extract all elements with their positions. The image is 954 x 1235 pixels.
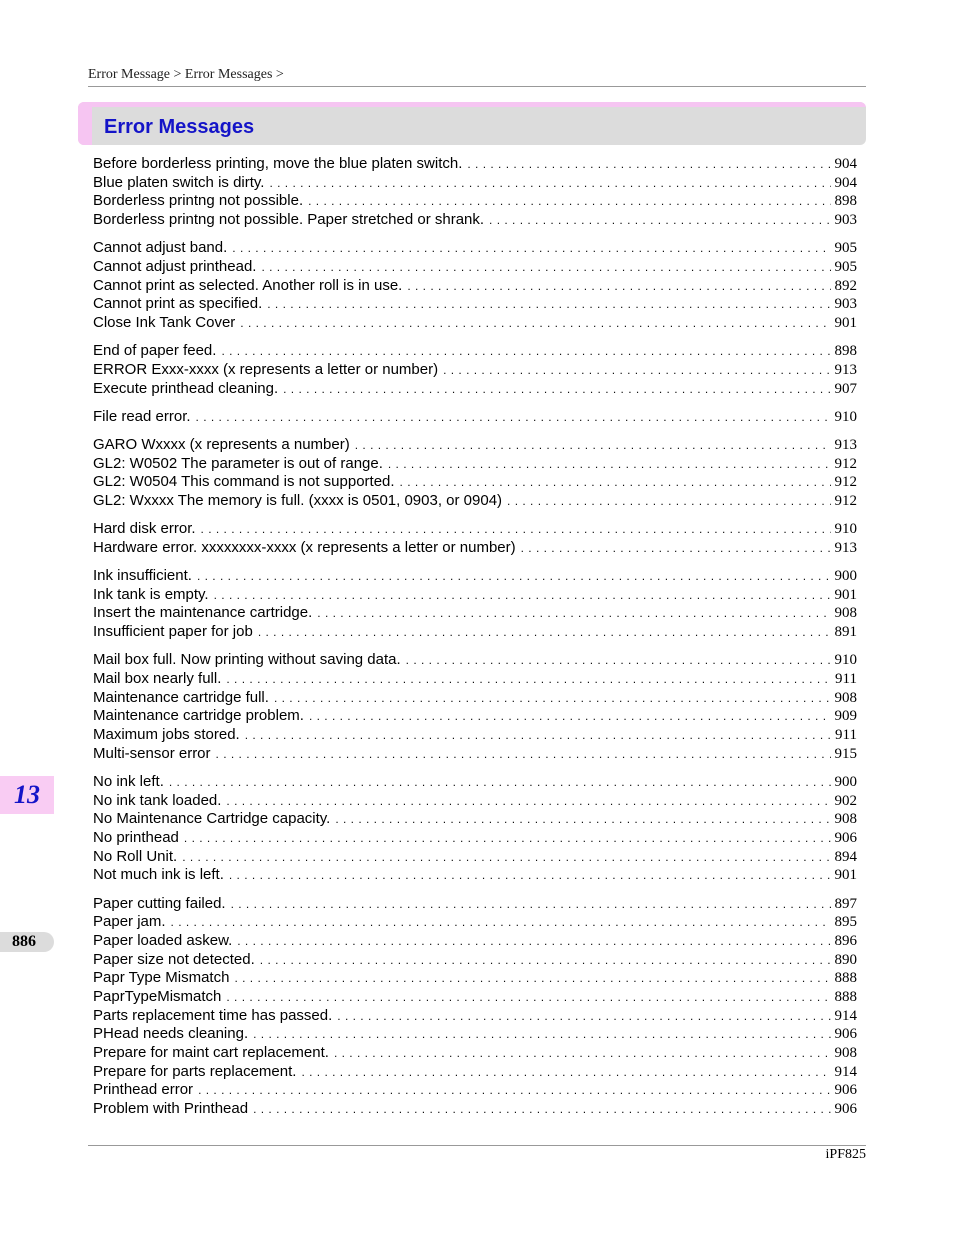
- index-entry[interactable]: [93, 1100, 857, 1119]
- entry-page-number[interactable]: 892: [834, 277, 857, 294]
- entry-title[interactable]: No ink tank loaded.: [93, 791, 222, 809]
- entry-title[interactable]: Paper size not detected.: [93, 950, 255, 968]
- entry-title[interactable]: Maintenance cartridge full.: [93, 688, 269, 706]
- dot-leader: [258, 623, 831, 642]
- entry-page-number[interactable]: 905: [834, 258, 857, 275]
- dot-leader: [337, 1007, 830, 1026]
- entry-page-number[interactable]: 910: [834, 652, 857, 669]
- index-entry[interactable]: [93, 277, 857, 296]
- entry-title[interactable]: GL2: Wxxxx The memory is full. (xxxx is 0501, 0903, or 0904): [93, 492, 503, 509]
- index-entry[interactable]: [93, 174, 857, 193]
- dot-leader: [234, 969, 830, 988]
- dot-leader: [216, 745, 831, 764]
- index-entry[interactable]: [93, 773, 857, 792]
- index-entry[interactable]: [93, 913, 857, 932]
- header-divider: [88, 86, 866, 87]
- chapter-tab[interactable]: [0, 776, 54, 814]
- entry-page-number[interactable]: 904: [834, 156, 857, 172]
- dot-leader: [269, 174, 830, 193]
- entry-page-number[interactable]: 907: [834, 380, 857, 397]
- dot-leader: [231, 895, 831, 914]
- entry-title[interactable]: Hard disk error.: [93, 520, 196, 538]
- entry-title[interactable]: No Maintenance Cartridge capacity.: [93, 810, 331, 828]
- entry-page-number[interactable]: 912: [834, 455, 857, 472]
- index-entry[interactable]: [93, 492, 857, 511]
- dot-leader: [467, 155, 830, 174]
- index-entry[interactable]: [93, 623, 857, 642]
- index-entry[interactable]: [93, 895, 857, 914]
- index-entry[interactable]: [93, 239, 857, 258]
- index-group: [93, 408, 857, 427]
- index-entry[interactable]: [93, 848, 857, 867]
- dot-leader: [335, 810, 830, 829]
- entry-page-number[interactable]: 912: [834, 493, 857, 509]
- section-heading-bar: [78, 102, 866, 145]
- dot-leader: [400, 473, 831, 492]
- entry-title[interactable]: Multi-sensor error: [93, 744, 211, 762]
- index-entry[interactable]: [93, 745, 857, 764]
- dot-leader: [182, 848, 830, 867]
- index-entry[interactable]: [93, 520, 857, 539]
- dot-leader: [267, 295, 830, 314]
- index-entry[interactable]: [93, 567, 857, 586]
- entry-page-number[interactable]: 913: [834, 436, 857, 453]
- entry-title[interactable]: Hardware error. xxxxxxxx-xxxx (x represents a letter or number): [93, 538, 516, 556]
- chapter-number: 13: [14, 780, 40, 809]
- entry-title[interactable]: Insufficient paper for job: [93, 623, 253, 641]
- entry-page-number[interactable]: 906: [834, 830, 857, 846]
- entry-page-number[interactable]: 888: [834, 989, 857, 1005]
- index-group: [93, 651, 857, 763]
- index-entry[interactable]: [93, 707, 857, 726]
- dot-leader: [226, 988, 830, 1007]
- index-entry[interactable]: [93, 436, 857, 455]
- index-group: [93, 436, 857, 511]
- entry-title[interactable]: Execute printhead cleaning.: [93, 379, 279, 397]
- index-entry[interactable]: [93, 361, 857, 380]
- dot-leader: [253, 1100, 830, 1119]
- entry-title[interactable]: GL2: W0504 This command is not supported.: [93, 473, 395, 491]
- entry-page-number[interactable]: 910: [834, 408, 857, 425]
- dot-leader: [245, 726, 831, 745]
- dot-leader: [226, 792, 830, 811]
- index-entry[interactable]: [93, 539, 857, 558]
- dot-leader: [184, 829, 831, 848]
- dot-leader: [260, 951, 831, 970]
- entry-page-number[interactable]: 904: [834, 174, 857, 191]
- dot-leader: [196, 408, 831, 427]
- index-entry[interactable]: [93, 314, 857, 333]
- entry-title[interactable]: Cannot print as selected. Another roll is in use.: [93, 276, 403, 294]
- entry-page-number[interactable]: 912: [834, 474, 857, 491]
- entry-page-number[interactable]: 901: [834, 315, 857, 331]
- dot-leader: [253, 1025, 830, 1044]
- dot-leader: [355, 436, 831, 455]
- dot-leader: [261, 258, 830, 277]
- index-entry[interactable]: [93, 689, 857, 708]
- index-entry[interactable]: [93, 1063, 857, 1082]
- entry-page-number[interactable]: 900: [834, 568, 857, 585]
- dot-leader: [197, 567, 831, 586]
- entry-page-number[interactable]: 891: [834, 624, 857, 641]
- entry-page-number[interactable]: 910: [834, 521, 857, 538]
- entry-title[interactable]: End of paper feed.: [93, 342, 217, 360]
- index-entry[interactable]: [93, 455, 857, 474]
- index-entry[interactable]: [93, 1044, 857, 1063]
- model-name: iPF825: [825, 1147, 866, 1162]
- index-entry[interactable]: [93, 829, 857, 848]
- index-entry[interactable]: [93, 295, 857, 314]
- entry-title[interactable]: Prepare for parts replacement.: [93, 1062, 297, 1080]
- dot-leader: [237, 932, 830, 951]
- entry-page-number[interactable]: 911: [835, 727, 857, 744]
- entry-page-number[interactable]: 908: [834, 811, 857, 828]
- index-entry[interactable]: [93, 969, 857, 988]
- dot-leader: [201, 520, 831, 539]
- entry-title[interactable]: No ink left.: [93, 772, 164, 790]
- entry-page-number[interactable]: 911: [835, 671, 857, 687]
- entry-page-number[interactable]: 913: [834, 539, 857, 556]
- index-entry[interactable]: [93, 951, 857, 970]
- dot-leader: [274, 689, 831, 708]
- entry-page-number[interactable]: 901: [834, 867, 857, 884]
- index-entry[interactable]: [93, 211, 857, 230]
- index-entry[interactable]: [93, 342, 857, 361]
- index-group: [93, 567, 857, 642]
- dot-leader: [521, 539, 831, 558]
- index-entry[interactable]: [93, 192, 857, 211]
- index-entry[interactable]: [93, 604, 857, 623]
- entry-page-number[interactable]: 914: [834, 1007, 857, 1024]
- entry-title[interactable]: Parts replacement time has passed.: [93, 1006, 333, 1024]
- entry-page-number[interactable]: 905: [834, 240, 857, 257]
- entry-page-number[interactable]: 900: [834, 773, 857, 790]
- entry-page-number[interactable]: 906: [834, 1101, 857, 1118]
- entry-title[interactable]: Paper loaded askew.: [93, 931, 233, 949]
- entry-page-number[interactable]: 902: [834, 792, 857, 809]
- entry-title[interactable]: No printhead: [93, 829, 179, 846]
- entry-title[interactable]: File read error.: [93, 407, 191, 425]
- entry-page-number[interactable]: 908: [834, 605, 857, 622]
- entry-page-number[interactable]: 906: [834, 1026, 857, 1043]
- entry-page-number[interactable]: 897: [834, 895, 857, 912]
- dot-leader: [489, 211, 830, 230]
- entry-title[interactable]: Cannot adjust printhead.: [93, 257, 257, 275]
- entry-title[interactable]: Paper jam.: [93, 913, 166, 931]
- index-entry[interactable]: [93, 155, 857, 174]
- dot-leader: [507, 492, 830, 511]
- entry-title[interactable]: Borderless printng not possible.: [93, 192, 304, 210]
- entry-title[interactable]: Close Ink Tank Cover: [93, 314, 236, 331]
- entry-title[interactable]: Papr Type Mismatch: [93, 969, 230, 987]
- entry-page-number[interactable]: 903: [834, 296, 857, 313]
- entry-title[interactable]: Mail box full. Now printing without saving data.: [93, 651, 401, 669]
- dot-leader: [169, 773, 831, 792]
- footer-divider: [88, 1145, 866, 1146]
- dot-leader: [221, 342, 830, 361]
- entry-title[interactable]: Insert the maintenance cartridge.: [93, 604, 313, 622]
- entry-title[interactable]: PHead needs cleaning.: [93, 1025, 249, 1043]
- entry-page-number[interactable]: 888: [834, 970, 857, 987]
- index-entry[interactable]: [93, 792, 857, 811]
- page-number-tab: [0, 932, 54, 952]
- dot-leader: [301, 1063, 830, 1082]
- index-group: [93, 895, 857, 1119]
- dot-leader: [308, 192, 830, 211]
- index-entry[interactable]: [93, 1025, 857, 1044]
- index-entry[interactable]: [93, 726, 857, 745]
- index-entry[interactable]: [93, 258, 857, 277]
- dot-leader: [226, 670, 831, 689]
- entry-title[interactable]: Not much ink is left.: [93, 866, 224, 884]
- index-entry[interactable]: [93, 988, 857, 1007]
- error-message-index: [93, 155, 857, 1128]
- index-entry[interactable]: [93, 408, 857, 427]
- entry-page-number[interactable]: 890: [834, 951, 857, 968]
- page-title: Error Messages: [104, 116, 255, 138]
- entry-page-number[interactable]: 895: [834, 914, 857, 931]
- entry-title[interactable]: Prepare for maint cart replacement.: [93, 1044, 329, 1062]
- entry-title[interactable]: Blue platen switch is dirty.: [93, 173, 265, 191]
- breadcrumb: Error Message > Error Messages >: [88, 67, 284, 82]
- index-entry[interactable]: [93, 670, 857, 689]
- entry-page-number[interactable]: 908: [834, 1045, 857, 1062]
- entry-title[interactable]: Paper cutting failed.: [93, 894, 226, 912]
- entry-title[interactable]: GARO Wxxxx (x represents a number): [93, 435, 350, 453]
- dot-leader: [317, 604, 830, 623]
- entry-title[interactable]: Problem with Printhead: [93, 1100, 249, 1118]
- dot-leader: [232, 239, 830, 258]
- entry-page-number[interactable]: 915: [834, 745, 857, 762]
- dot-leader: [443, 361, 830, 380]
- entry-title[interactable]: Mail box nearly full.: [93, 670, 222, 687]
- entry-title[interactable]: Before borderless printing, move the blue platen switch.: [93, 155, 463, 172]
- dot-leader: [407, 277, 830, 296]
- entry-title[interactable]: Ink tank is empty.: [93, 585, 209, 603]
- dot-leader: [198, 1081, 830, 1100]
- entry-page-number[interactable]: 896: [834, 932, 857, 949]
- index-group: [93, 520, 857, 557]
- index-group: [93, 342, 857, 398]
- index-entry[interactable]: [93, 866, 857, 885]
- entry-page-number[interactable]: 898: [834, 343, 857, 360]
- entry-page-number[interactable]: 903: [834, 212, 857, 229]
- entry-page-number[interactable]: 908: [834, 689, 857, 706]
- entry-page-number[interactable]: 894: [834, 848, 857, 865]
- entry-page-number[interactable]: 914: [834, 1063, 857, 1080]
- page-number: 886: [12, 933, 36, 950]
- index-entry[interactable]: [93, 651, 857, 670]
- index-entry[interactable]: [93, 932, 857, 951]
- index-entry[interactable]: [93, 586, 857, 605]
- dot-leader: [406, 651, 831, 670]
- entry-title[interactable]: Cannot adjust band.: [93, 239, 228, 257]
- entry-title[interactable]: Maximum jobs stored.: [93, 726, 240, 744]
- entry-title[interactable]: Cannot print as specified.: [93, 295, 263, 313]
- index-entry[interactable]: [93, 810, 857, 829]
- index-entry[interactable]: [93, 380, 857, 399]
- entry-title[interactable]: ERROR Exxx-xxxx (x represents a letter or number): [93, 360, 439, 378]
- entry-page-number[interactable]: 909: [834, 708, 857, 725]
- entry-title[interactable]: Maintenance cartridge problem.: [93, 707, 304, 725]
- dot-leader: [240, 314, 830, 333]
- entry-page-number[interactable]: 913: [834, 361, 857, 378]
- entry-page-number[interactable]: 906: [834, 1082, 857, 1099]
- index-group: [93, 155, 857, 230]
- entry-page-number[interactable]: 901: [834, 586, 857, 603]
- dot-leader: [283, 380, 830, 399]
- entry-title[interactable]: GL2: W0502 The parameter is out of range.: [93, 454, 383, 472]
- index-group: [93, 239, 857, 332]
- entry-title[interactable]: Borderless printng not possible. Paper stretched or shrank.: [93, 211, 485, 229]
- dot-leader: [309, 707, 831, 726]
- entry-title[interactable]: Printhead error: [93, 1081, 194, 1099]
- index-entry[interactable]: [93, 473, 857, 492]
- dot-leader: [171, 913, 831, 932]
- index-entry[interactable]: [93, 1081, 857, 1100]
- dot-leader: [214, 586, 831, 605]
- entry-title[interactable]: PaprTypeMismatch: [93, 988, 222, 1005]
- dot-leader: [388, 455, 831, 474]
- index-group: [93, 773, 857, 885]
- dot-leader: [334, 1044, 831, 1063]
- entry-page-number[interactable]: 898: [834, 193, 857, 210]
- dot-leader: [229, 866, 831, 885]
- index-entry[interactable]: [93, 1007, 857, 1026]
- entry-title[interactable]: No Roll Unit.: [93, 847, 178, 865]
- entry-title[interactable]: Ink insufficient.: [93, 567, 192, 585]
